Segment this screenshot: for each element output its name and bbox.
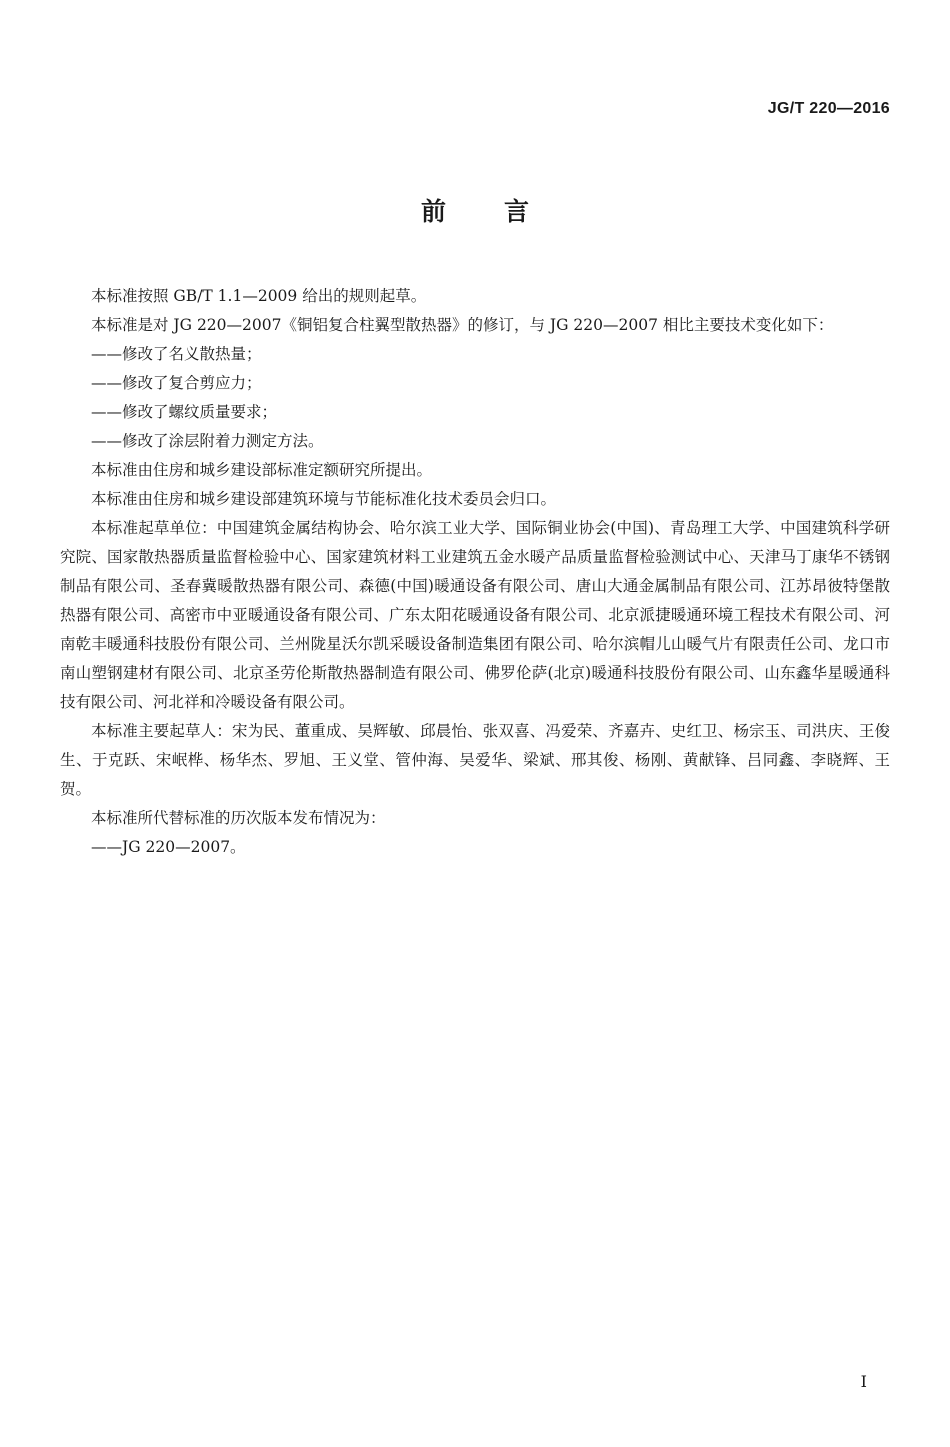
change-item: ——修改了涂层附着力测定方法。: [91, 432, 324, 450]
foreword-content: [60, 282, 890, 862]
change-item: ——修改了名义散热量；: [91, 345, 262, 363]
page-title: 前言: [420, 197, 587, 226]
drafters-paragraph: 本标准主要起草人：宋为民、董重成、吴辉敏、邱晨怡、张双喜、冯爱荣、齐嘉卉、史红卫、杨宗玉、司洪庆、王俊生、于克跃、宋岷桦、杨华杰、罗旭、王义堂、管仲海、吴爱华、梁斌、邢其俊、杨刚、黄献锋、吕同鑫、李晓辉、王贺。: [60, 722, 890, 798]
committee-paragraph: 本标准由住房和城乡建设部建筑环境与节能标准化技术委员会归口。: [91, 490, 557, 508]
drafting-rules-paragraph: 本标准按照 GB/T 1.1—2009 给出的规则起草。: [91, 287, 427, 305]
history-item: ——JG 220—2007。: [91, 838, 246, 856]
page-number: I: [860, 1372, 867, 1391]
history-heading-paragraph: 本标准所代替标准的历次版本发布情况为：: [91, 809, 386, 827]
change-item: ——修改了复合剪应力；: [91, 374, 262, 392]
change-item: ——修改了螺纹质量要求；: [91, 403, 278, 421]
standard-code: JG/T 220—2016: [767, 100, 890, 117]
proposer-paragraph: 本标准由住房和城乡建设部标准定额研究所提出。: [91, 461, 433, 479]
revision-paragraph: 本标准是对 JG 220—2007《铜铝复合柱翼型散热器》的修订，与 JG 220—2007 相比主要技术变化如下：: [91, 316, 834, 334]
drafting-units-paragraph: 本标准起草单位：中国建筑金属结构协会、哈尔滨工业大学、国际铜业协会(中国)、青岛理工大学、中国建筑科学研究院、国家散热器质量监督检验中心、国家建筑材料工业建筑五金水暖产品质量监督检验测试中心、天津马丁康华不锈钢制品有限公司、圣春冀暖散热器有限公司、森德(中国)暖通设备有限公司、唐山大通金属制品有限公司、江苏昂彼特堡散热器有限公司、高密市中亚暖通设备有限公司、广东太阳花暖通设备有限公司、北京派捷暖通环境工程技术有限公司、河南乾丰暖通科技股份有限公司、兰州陇星沃尔凯采暖设备制造集团有限公司、哈尔滨帽儿山暖气片有限责任公司、龙口市南山塑钢建材有限公司、北京圣劳伦斯散热器制造有限公司、佛罗伦萨(北京)暖通科技股份有限公司、山东鑫华星暖通科技有限公司、河北祥和冷暖设备有限公司。: [60, 519, 890, 711]
